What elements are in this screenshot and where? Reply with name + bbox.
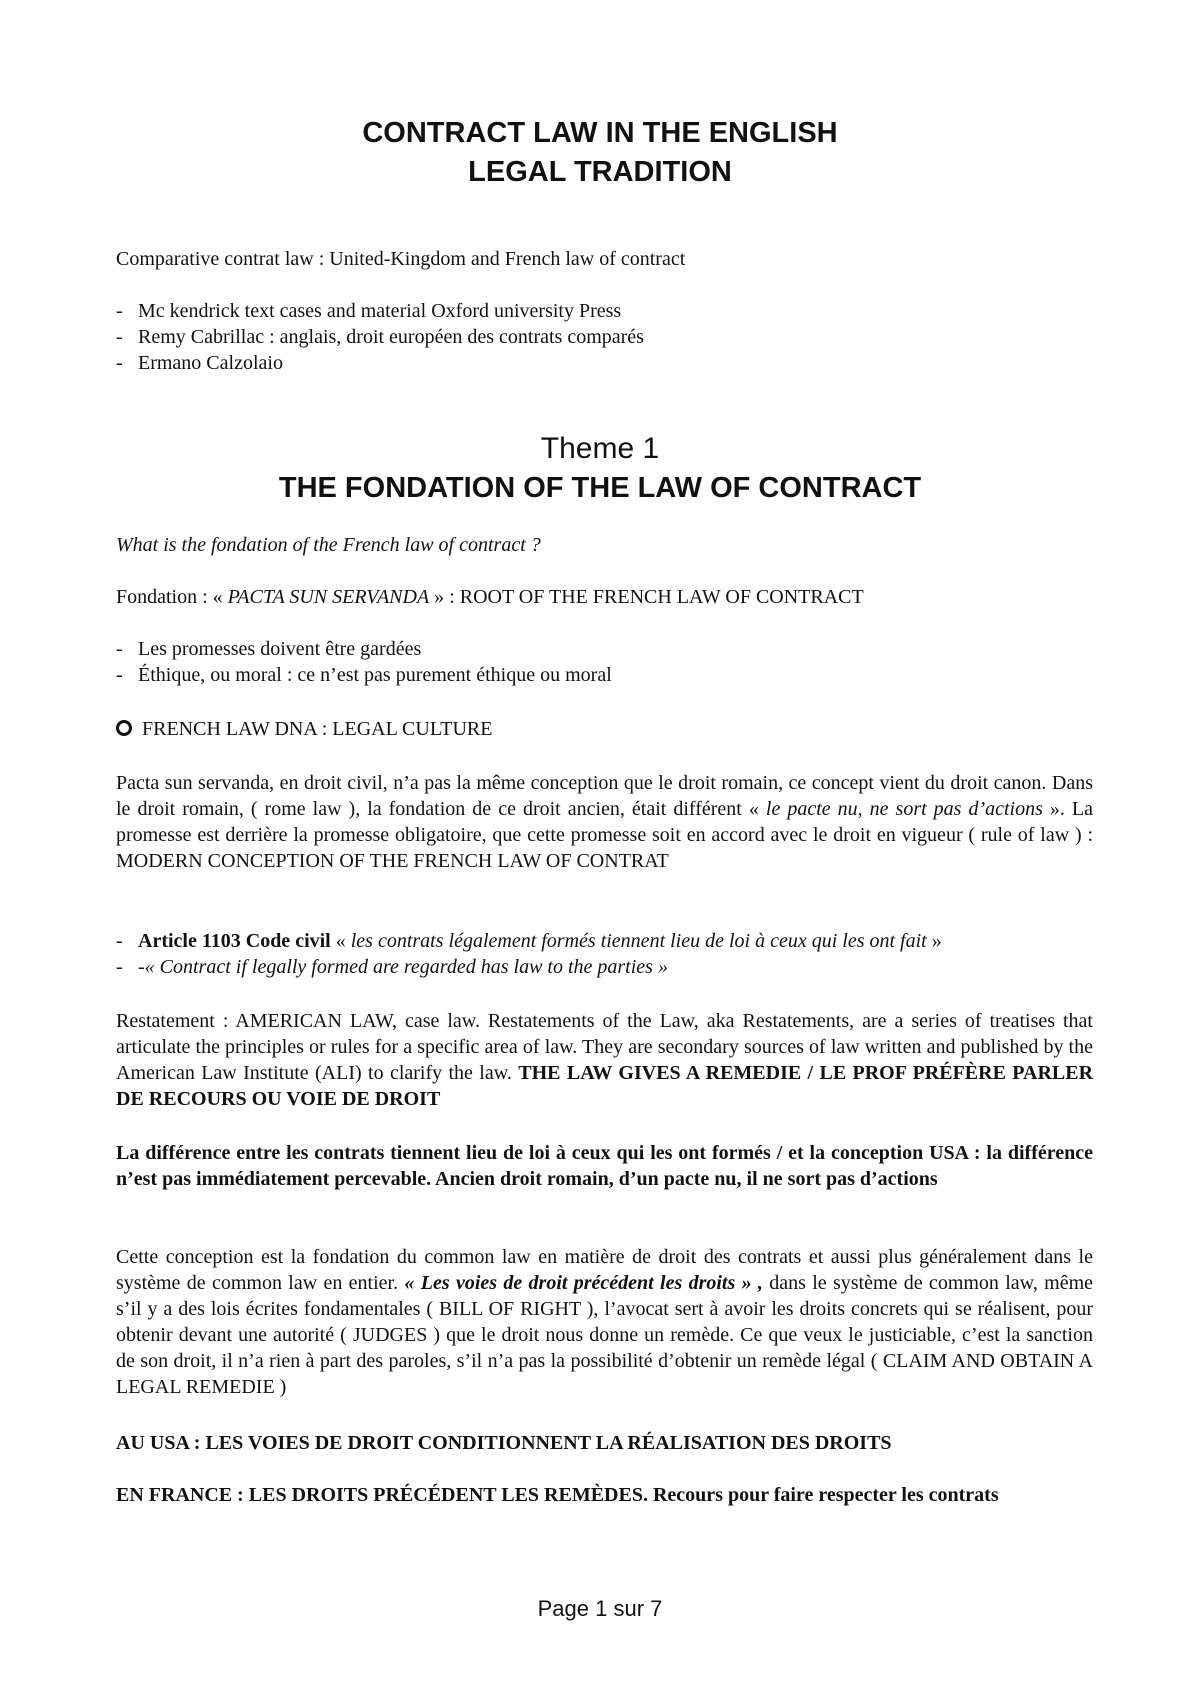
- reference-text: Remy Cabrillac : anglais, droit européen des contrats comparés: [138, 326, 644, 348]
- fondation-maxim: PACTA SUN SERVANDA: [227, 586, 430, 608]
- document-title-line2: LEGAL TRADITION: [468, 156, 732, 188]
- pacta-paragraph: [116, 770, 1093, 874]
- article-quote: les contrats légalement formés tiennent lieu de loi à ceux qui les ont fait: [350, 930, 927, 952]
- restatement-paragraph: [116, 1008, 1093, 1112]
- fondation-point: - Éthique, ou moral : ce n’est pas purement éthique ou moral: [116, 664, 612, 686]
- article-quote-open: «: [335, 930, 346, 952]
- common-law-part2: dans le système de common law, même s’il y a des lois écrites fondamentales ( BILL OF RIGHT ), l’avocat sert à avoir les droits concrets qui se réalisent, pour obtenir devant une autorité ( JUDGES ) que le droit nous donne un remède. Ce que veux le justiciable, c’est la sanction de son droit, il n’a rien à part des paroles, s’il n’a pas la possibilité d’obtenir un remède légal ( CLAIM AND OBTAIN A LEGAL REMEDIE ): [116, 1272, 1094, 1398]
- theme-label: Theme 1: [540, 432, 660, 465]
- reference-item: - Ermano Calzolaio: [116, 352, 283, 374]
- article-quote-close: »: [931, 930, 942, 952]
- pacta-paragraph-part2: ». La promesse est derrière la promesse obligatoire, que cette promesse soit en accord avec le droit en vigueur ( rule of law ) : MODERN CONCEPTION OF THE FRENCH LAW OF CONTRAT: [116, 798, 1094, 872]
- fondation-suffix: » : ROOT OF THE FRENCH LAW OF CONTRACT: [434, 586, 864, 608]
- france-statement: EN FRANCE : LES DROITS PRÉCÉDENT LES REMÈDES. Recours pour faire respecter les contrats: [116, 1484, 999, 1506]
- fondation-line: [116, 584, 1093, 610]
- reference-item: - Remy Cabrillac : anglais, droit européen des contrats comparés: [116, 326, 644, 348]
- difference-paragraph: La différence entre les contrats tiennent lieu de loi à ceux qui les ont formés / et la conception USA : la différence n’est pas immédiatement percevable. Ancien droit romain, d’un pacte nu, il ne sort pas d’actions: [116, 1142, 1093, 1190]
- question-text: What is the fondation of the French law of contract ?: [116, 534, 541, 556]
- common-law-part1: Cette conception est la fondation du common law en matière de droit des contrats et aussi plus généralement dans le système de common law en entier.: [116, 1246, 1093, 1294]
- fondation-point-text: Éthique, ou moral : ce n’est pas purement éthique ou moral: [138, 664, 612, 686]
- reference-text: Ermano Calzolaio: [138, 352, 283, 374]
- fondation-point-text: Les promesses doivent être gardées: [138, 638, 422, 660]
- fondation-prefix: Fondation : «: [116, 586, 223, 608]
- article-translation: -« Contract if legally formed are regarded has law to the parties »: [138, 956, 668, 978]
- page-number: Page 1 sur 7: [537, 1596, 663, 1621]
- article-item: - Article 1103 Code civil « les contrats légalement formés tiennent lieu de loi à ceux qui les ont fait »: [116, 930, 942, 952]
- restatement-bold: THE LAW GIVES A REMEDIE / LE PROF PRÉFÈRE PARLER DE RECOURS OU VOIE DE DROIT: [116, 1062, 1094, 1110]
- reference-item: - Mc kendrick text cases and material Oxford university Press: [116, 300, 622, 322]
- circle-bullet-icon: [116, 720, 132, 736]
- document-title-line1: CONTRACT LAW IN THE ENGLISH: [362, 117, 838, 149]
- reference-text: Mc kendrick text cases and material Oxford university Press: [138, 300, 622, 322]
- usa-statement: AU USA : LES VOIES DE DROIT CONDITIONNENT LA RÉALISATION DES DROITS: [116, 1432, 892, 1454]
- common-law-quote: « Les voies de droit précédent les droits » ,: [404, 1272, 763, 1294]
- dna-heading: [116, 716, 492, 742]
- common-law-paragraph: [116, 1244, 1093, 1400]
- article-reference: Article 1103 Code civil: [138, 930, 331, 952]
- pacta-paragraph-part1: Pacta sun servanda, en droit civil, n’a pas la même conception que le droit romain, ce concept vient du droit canon. Dans le droit romain, ( rome law ), la fondation de ce droit ancien, était différent «: [116, 772, 1093, 820]
- fondation-point: - Les promesses doivent être gardées: [116, 638, 422, 660]
- pacta-paragraph-quote: le pacte nu, ne sort pas d’actions: [765, 798, 1043, 820]
- restatement-text: Restatement : AMERICAN LAW, case law. Restatements of the Law, aka Restatements, are a series of treatises that articulate the principles or rules for a specific area of law. They are secondary sources of law written and published by the American Law Institute (ALI) to clarify the law.: [116, 1010, 1093, 1084]
- dna-heading-text: FRENCH LAW DNA : LEGAL CULTURE: [142, 718, 493, 740]
- article-translation-item: - -« Contract if legally formed are regarded has law to the parties »: [116, 956, 668, 978]
- theme-title: THE FONDATION OF THE LAW OF CONTRACT: [278, 472, 922, 504]
- intro-subtitle: Comparative contrat law : United-Kingdom and French law of contract: [116, 248, 686, 270]
